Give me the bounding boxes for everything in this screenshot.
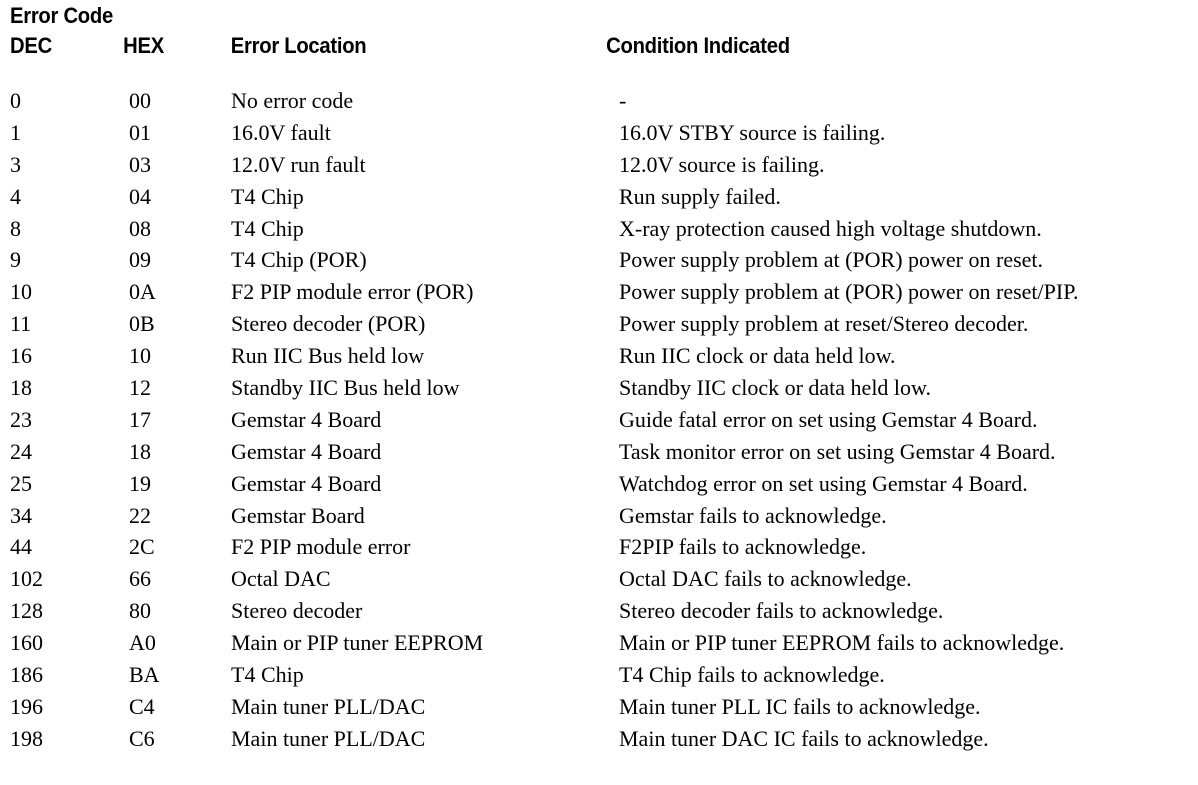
- cell-condition: 16.0V STBY source is failing.: [619, 119, 886, 145]
- cell-location: 16.0V fault: [231, 119, 331, 145]
- cell-dec: 9: [10, 247, 21, 273]
- cell-condition: Gemstar fails to acknowledge.: [619, 502, 887, 528]
- cell-condition: Power supply problem at (POR) power on reset.: [619, 247, 1044, 273]
- cell-hex: 00: [129, 88, 151, 113]
- cell-condition: Stereo decoder fails to acknowledge.: [619, 598, 944, 624]
- cell-dec: 186: [10, 662, 43, 688]
- cell-hex: 01: [129, 119, 151, 145]
- table-row: [10, 595, 1195, 627]
- cell-location: T4 Chip: [231, 215, 304, 241]
- cell-dec: 196: [10, 693, 43, 719]
- column-header-dec: DEC: [10, 33, 52, 58]
- cell-location: Stereo decoder (POR): [231, 311, 426, 337]
- table-row: [10, 659, 1195, 691]
- cell-location: Gemstar 4 Board: [231, 470, 382, 496]
- cell-dec: 8: [10, 215, 21, 241]
- table-row: [10, 436, 1195, 468]
- cell-condition: X-ray protection caused high voltage shutdown.: [619, 215, 1042, 241]
- table-row: [10, 308, 1195, 340]
- cell-condition: Watchdog error on set using Gemstar 4 Board.: [619, 470, 1028, 496]
- table-row: [10, 627, 1195, 659]
- cell-dec: 34: [10, 502, 32, 528]
- cell-dec: 102: [10, 566, 43, 592]
- cell-hex: 08: [129, 215, 151, 241]
- cell-dec: 198: [10, 725, 43, 751]
- table-row: [10, 213, 1195, 245]
- cell-dec: 0: [10, 88, 21, 113]
- cell-hex: C6: [129, 725, 155, 751]
- cell-dec: 3: [10, 151, 21, 177]
- cell-condition: Octal DAC fails to acknowledge.: [619, 566, 912, 592]
- column-headers: [10, 30, 1096, 62]
- cell-location: Standby IIC Bus held low: [231, 375, 460, 401]
- cell-location: Gemstar 4 Board: [231, 438, 382, 464]
- cell-dec: 4: [10, 183, 21, 209]
- cell-condition: Standby IIC clock or data held low.: [619, 375, 931, 401]
- cell-hex: 04: [129, 183, 151, 209]
- cell-dec: 16: [10, 343, 32, 369]
- cell-hex: BA: [129, 662, 160, 688]
- cell-condition: Main tuner DAC IC fails to acknowledge.: [619, 725, 989, 751]
- cell-hex: 2C: [129, 534, 155, 560]
- cell-dec: 25: [10, 470, 32, 496]
- table-row: [10, 691, 1195, 723]
- table-row: [10, 404, 1195, 436]
- cell-location: Gemstar Board: [231, 502, 365, 528]
- cell-hex: 17: [129, 406, 151, 432]
- cell-condition: 12.0V source is failing.: [619, 151, 825, 177]
- table-row: [10, 85, 1195, 117]
- cell-condition: F2PIP fails to acknowledge.: [619, 534, 867, 560]
- column-header-hex: HEX: [123, 33, 164, 58]
- cell-location: No error code: [231, 88, 354, 113]
- table-row: [10, 500, 1195, 532]
- cell-condition: Guide fatal error on set using Gemstar 4 Board.: [619, 406, 1038, 432]
- cell-dec: 1: [10, 119, 21, 145]
- cell-hex: 0A: [129, 279, 156, 305]
- cell-condition: Run supply failed.: [619, 183, 781, 209]
- table-row: [10, 149, 1195, 181]
- cell-hex: 12: [129, 375, 151, 401]
- cell-dec: 10: [10, 279, 32, 305]
- cell-location: F2 PIP module error: [231, 534, 411, 560]
- table-row: [10, 244, 1195, 276]
- cell-location: F2 PIP module error (POR): [231, 279, 474, 305]
- cell-condition: Run IIC clock or data held low.: [619, 343, 896, 369]
- column-header-location: Error Location: [230, 33, 367, 58]
- cell-location: Run IIC Bus held low: [231, 343, 425, 369]
- cell-hex: 10: [129, 343, 151, 369]
- table-header: [10, 2, 1096, 62]
- table-row: [10, 468, 1195, 500]
- cell-dec: 23: [10, 406, 32, 432]
- cell-hex: 80: [129, 598, 151, 624]
- cell-location: Main or PIP tuner EEPROM: [231, 630, 484, 656]
- cell-location: Gemstar 4 Board: [231, 406, 382, 432]
- cell-condition: Main or PIP tuner EEPROM fails to acknowledge.: [619, 630, 1065, 656]
- cell-dec: 44: [10, 534, 32, 560]
- cell-hex: C4: [129, 693, 155, 719]
- cell-condition: Power supply problem at reset/Stereo decoder.: [619, 311, 1029, 337]
- cell-hex: 18: [129, 438, 151, 464]
- cell-location: Main tuner PLL/DAC: [231, 693, 426, 719]
- cell-location: 12.0V run fault: [231, 151, 366, 177]
- cell-location: Main tuner PLL/DAC: [231, 725, 426, 751]
- cell-hex: 19: [129, 470, 151, 496]
- column-header-condition: Condition Indicated: [606, 33, 790, 58]
- cell-hex: 66: [129, 566, 151, 592]
- cell-location: Octal DAC: [231, 566, 331, 592]
- cell-dec: 18: [10, 375, 32, 401]
- table-row: [10, 340, 1195, 372]
- table-row: [10, 563, 1195, 595]
- cell-condition: Main tuner PLL IC fails to acknowledge.: [619, 693, 981, 719]
- cell-condition: T4 Chip fails to acknowledge.: [619, 662, 885, 688]
- cell-hex: 0B: [129, 311, 155, 337]
- cell-hex: 22: [129, 502, 151, 528]
- error-code-table: [10, 85, 1195, 755]
- table-row: [10, 372, 1195, 404]
- table-row: [10, 276, 1195, 308]
- cell-location: T4 Chip: [231, 183, 304, 209]
- cell-condition: -: [619, 88, 627, 113]
- table-row: [10, 531, 1195, 563]
- cell-hex: 03: [129, 151, 151, 177]
- cell-location: Stereo decoder: [231, 598, 363, 624]
- cell-location: T4 Chip: [231, 662, 304, 688]
- table-row: [10, 117, 1195, 149]
- cell-location: T4 Chip (POR): [231, 247, 367, 273]
- cell-condition: Power supply problem at (POR) power on reset/PIP.: [619, 279, 1079, 305]
- table-row: [10, 723, 1195, 755]
- table-row: [10, 181, 1195, 213]
- cell-dec: 11: [10, 311, 32, 337]
- cell-dec: 24: [10, 438, 32, 464]
- cell-dec: 128: [10, 598, 43, 624]
- cell-condition: Task monitor error on set using Gemstar 4 Board.: [619, 438, 1056, 464]
- cell-hex: 09: [129, 247, 151, 273]
- header-title: Error Code: [10, 3, 113, 28]
- cell-dec: 160: [10, 630, 43, 656]
- cell-hex: A0: [129, 630, 156, 656]
